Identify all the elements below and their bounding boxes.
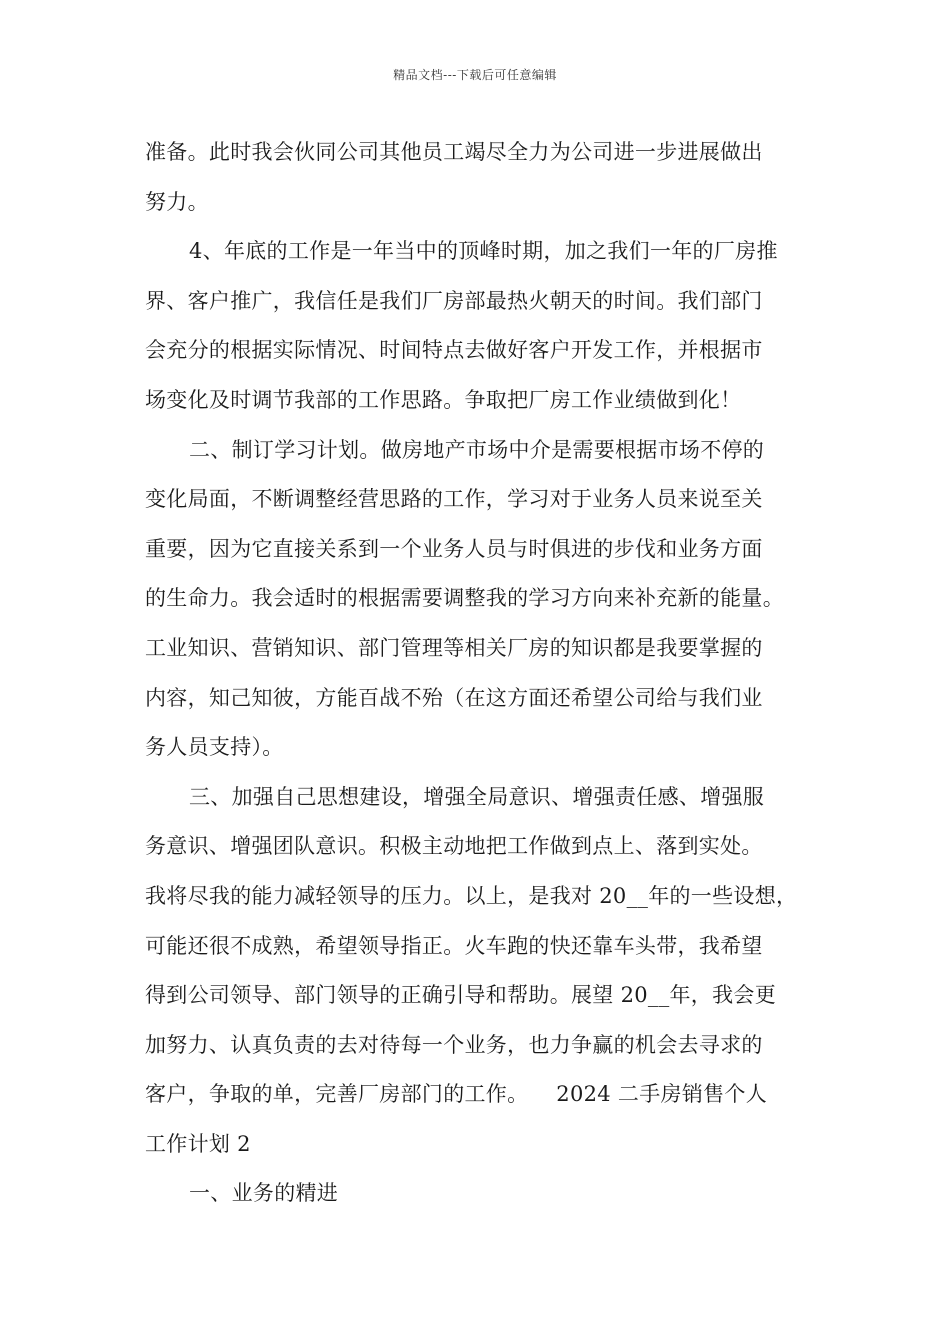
text-line: 务意识、增强团队意识。积极主动地把工作做到点上、落到实处。	[145, 834, 763, 859]
text-line: 我将尽我的能力减轻领导的压力。以上，是我对 20__年的一些设想，	[145, 883, 798, 908]
text-line: 三、加强自己思想建设，增强全局意识、增强责任感、增强服	[189, 784, 765, 809]
text-line: 一、业务的精进	[189, 1181, 339, 1206]
text-line: 得到公司领导、部门领导的正确引导和帮助。展望 20__年，我会更	[145, 983, 776, 1008]
text-line: 二、制订学习计划。做房地产市场中介是需要根据市场不停的	[189, 437, 765, 462]
text-line: 变化局面，不断调整经营思路的工作，学习对于业务人员来说至关	[145, 487, 763, 512]
text-line: 4、年底的工作是一年当中的顶峰时期，加之我们一年的厂房推	[189, 239, 778, 264]
text-line: 场变化及时调节我部的工作思路。争取把厂房工作业绩做到化！	[145, 387, 742, 412]
text-line: 会充分的根据实际情况、时间特点去做好客户开发工作，并根据市	[145, 338, 763, 363]
text-line: 努力。	[145, 189, 209, 214]
text-line: 务人员支持）。	[145, 735, 284, 760]
text-line: 可能还很不成熟，希望领导指正。火车跑的快还靠车头带，我希望	[145, 933, 763, 958]
text-line: 的生命力。我会适时的根据需要调整我的学习方向来补充新的能量。	[145, 586, 784, 611]
text-line: 工作计划 2	[145, 1131, 251, 1156]
text-line: 加努力、认真负责的去对待每一个业务，也力争赢的机会去寻求的	[145, 1032, 763, 1057]
text-line: 界、客户推广，我信任是我们厂房部最热火朝天的时间。我们部门	[145, 288, 763, 313]
text-line: 内容，知己知彼，方能百战不殆（在这方面还希望公司给与我们业	[145, 685, 763, 710]
text-line: 客户，争取的单，完善厂房部门的工作。 2024 二手房销售个人	[145, 1082, 768, 1107]
text-line: 重要，因为它直接关系到一个业务人员与时俱进的步伐和业务方面	[145, 536, 763, 561]
text-line: 工业知识、营销知识、部门管理等相关厂房的知识都是我要掌握的	[145, 635, 763, 660]
text-line: 准备。此时我会伙同公司其他员工竭尽全力为公司进一步进展做出	[145, 140, 763, 164]
page-header: 精品文档---下载后可任意编辑	[393, 68, 557, 82]
document-body	[145, 128, 817, 1219]
